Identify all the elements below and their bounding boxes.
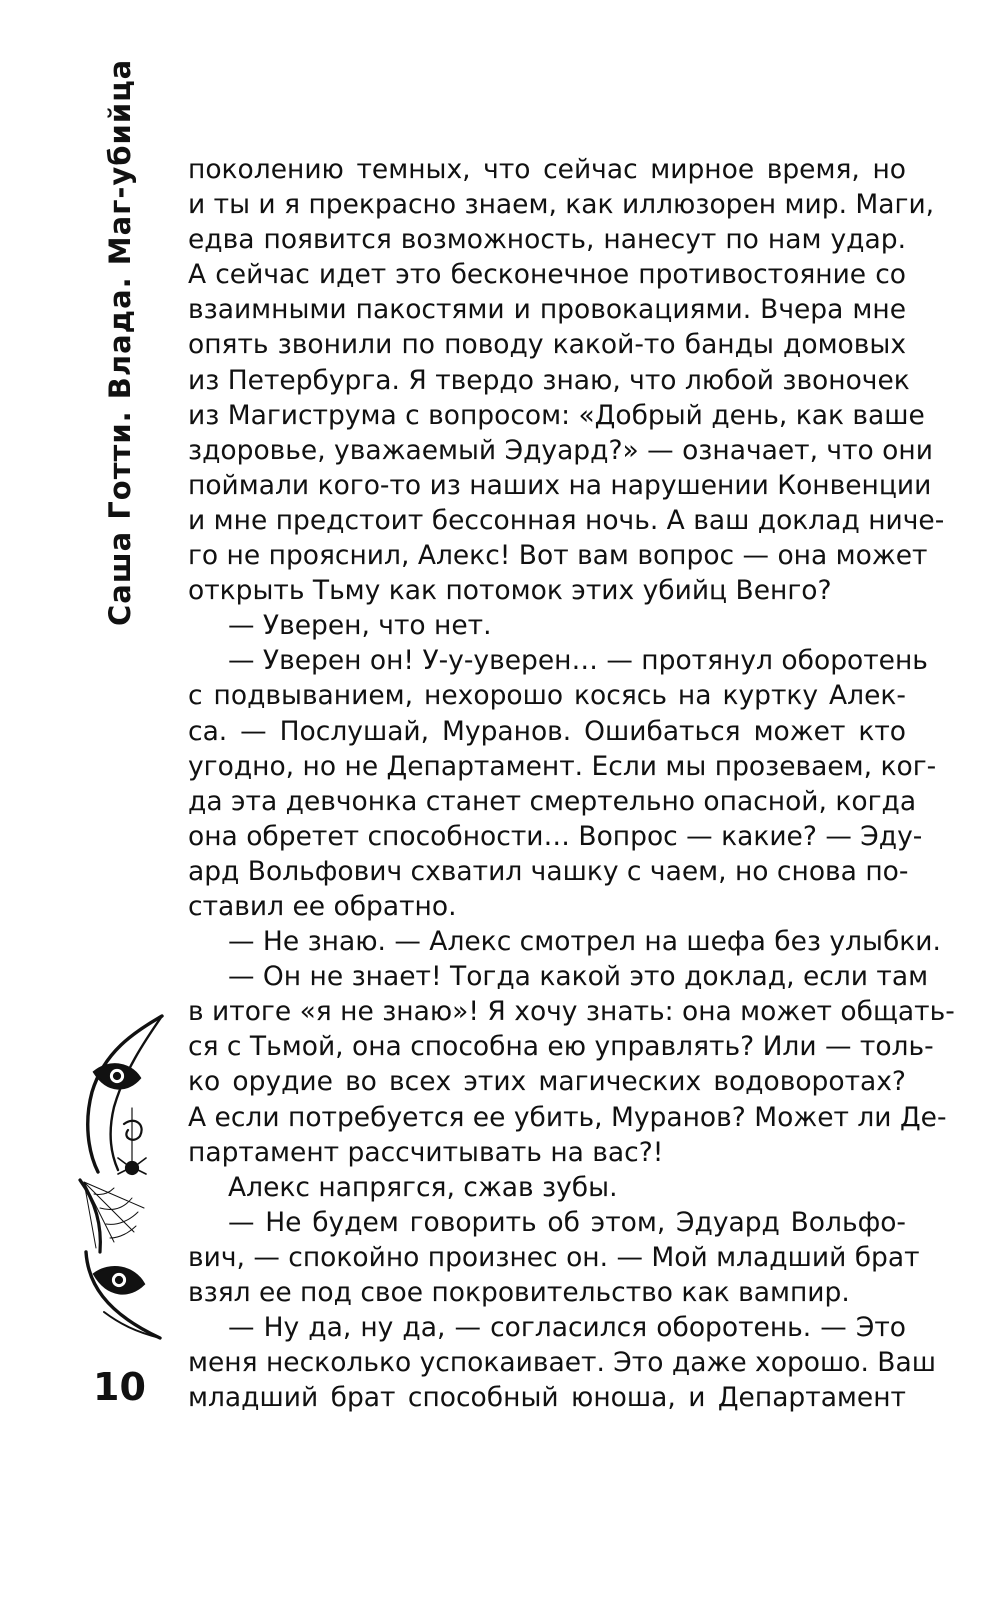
text-line: ся с Тьмой, она способна ею управлять? Или — толь-	[188, 1031, 934, 1063]
text-line: ставил ее обратно.	[188, 890, 457, 922]
text-line: ард Вольфович схватил чашку с чаем, но снова по-	[188, 855, 909, 887]
spiderweb-eye-ornament-icon	[74, 1012, 166, 1342]
text-line: меня несколько успокаивает. Это даже хорошо. Ваш	[188, 1347, 936, 1379]
text-line: взаимными пакостями и провокациями. Вчера мне	[188, 294, 906, 326]
text-line: и ты и я прекрасно знаем, как иллюзорен мир. Маги,	[188, 189, 935, 221]
text-line: — Ну да, ну да, — согласился оборотень. — Это	[228, 1312, 906, 1344]
text-line: она обретет способности… Вопрос — какие? — Эду-	[188, 820, 923, 852]
text-line: здоровье, уважаемый Эдуард?» — означает, что они	[188, 434, 933, 466]
text-line: ко орудие во всех этих магических водоворотах?	[188, 1066, 906, 1098]
text-line: А сейчас идет это бесконечное противостояние со	[188, 259, 906, 291]
text-line: го не прояснил, Алекс! Вот вам вопрос — она может	[188, 540, 928, 572]
text-line: и мне предстоит бессонная ночь. А ваш доклад ниче-	[188, 504, 945, 536]
text-line: открыть Тьму как потомок этих убийц Венго?	[188, 575, 832, 607]
text-line: в итоге «я не знаю»! Я хочу знать: она может общать-	[188, 996, 955, 1028]
text-line: партамент рассчитывать на вас?!	[188, 1136, 664, 1168]
page-number: 10	[93, 1365, 146, 1409]
text-line: с подвыванием, нехорошо косясь на куртку Алек-	[188, 680, 906, 712]
running-head: Саша Готти. Влада. Маг-убийца	[103, 58, 137, 626]
text-line: вич, — спокойно произнес он. — Мой младший брат	[188, 1241, 920, 1273]
text-line: поймали кого-то из наших на нарушении Конвенции	[188, 469, 932, 501]
text-line: — Не будем говорить об этом, Эдуард Вольфо-	[228, 1206, 906, 1238]
body-text	[188, 152, 955, 1415]
text-line: Алекс напрягся, сжав зубы.	[228, 1171, 618, 1203]
text-line: са. — Послушай, Муранов. Ошибаться может кто	[188, 715, 906, 747]
text-line: опять звонили по поводу какой-то банды домовых	[188, 329, 906, 361]
text-line: младший брат способный юноша, и Департамент	[188, 1382, 906, 1414]
text-line: из Петербурга. Я твердо знаю, что любой звоночек	[188, 364, 910, 396]
text-line: — Уверен, что нет.	[228, 610, 492, 642]
text-line: взял ее под свое покровительство как вампир.	[188, 1277, 850, 1308]
text-line: — Не знаю. — Алекс смотрел на шефа без улыбки.	[228, 926, 941, 958]
text-line: едва появится возможность, нанесут по нам удар.	[188, 224, 906, 256]
text-line: поколению темных, что сейчас мирное время, но	[188, 154, 906, 185]
text-line: — Он не знает! Тогда какой это доклад, если там	[228, 961, 929, 993]
text-line: да эта девчонка станет смертельно опасной, когда	[188, 785, 917, 817]
text-line: — Уверен он! У-у-уверен… — протянул оборотень	[228, 645, 928, 677]
text-line: угодно, но не Департамент. Если мы прозеваем, ког-	[188, 750, 937, 782]
text-line: А если потребуется ее убить, Муранов? Может ли Де-	[188, 1101, 947, 1133]
text-line: из Магиструма с вопросом: «Добрый день, как ваше	[188, 399, 925, 431]
